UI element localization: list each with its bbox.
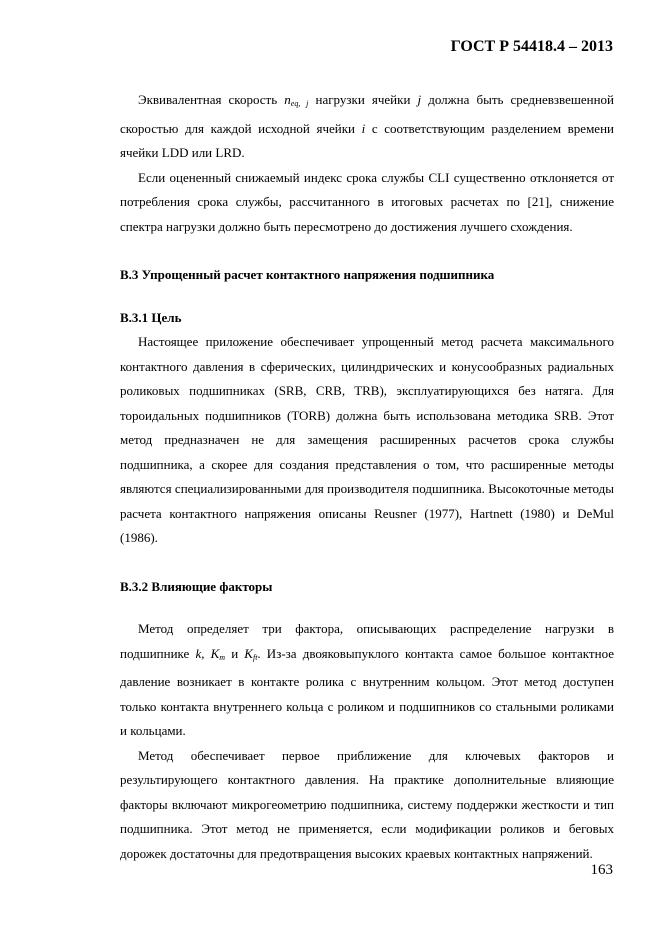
symbol-K-ft xyxy=(244,646,257,661)
symbol-main: n xyxy=(284,92,291,107)
paragraph-three-factors xyxy=(120,617,614,744)
paragraph-first-approximation: Метод обеспечивает первое приближение для ключевых факторов и результирующего контактного давления. На практике дополнительные влияющие факторы включают микрогеометрию подшипника, систему поддержки жесткости и тип подшипника. Этот метод не применяется, если модификации роликов и беговых дорожек достаточны для предотвращения высоких краевых контактных напряжений. xyxy=(120,747,614,861)
symbol-subscript: m xyxy=(219,652,226,662)
text-run: Метод определяет три фактора, описывающих распределение нагрузки в подшипнике xyxy=(120,621,614,661)
paragraph-equivalent-speed xyxy=(120,88,614,166)
symbol-k: k xyxy=(195,645,202,661)
page-body xyxy=(120,88,614,866)
page-number: 163 xyxy=(590,862,613,878)
symbol-main: K xyxy=(244,645,253,661)
paragraph-cli-deviation: Если оцененный снижаемый индекс срока службы CLI существенно отклоняется от потребления срока службы, рассчитанного в итоговых расчетах по [21], снижение спектра нагрузки должно быть пересмотрено до достижения лучшего схождения. xyxy=(120,169,614,234)
symbol-i: i xyxy=(361,120,366,136)
symbol-subscript: ft xyxy=(252,652,258,662)
symbol-j: j xyxy=(417,92,422,107)
heading-b31: B.3.1 Цель xyxy=(120,309,182,325)
symbol-main: K xyxy=(210,645,220,661)
text-run: должна быть средневзвешенной скоростью для каждой исходной ячейки xyxy=(120,92,614,136)
text-run: Эквивалентная скорость xyxy=(138,92,285,107)
symbol-n-eq xyxy=(284,92,308,107)
symbol-K-m xyxy=(211,646,225,661)
text-run: , xyxy=(201,645,211,661)
heading-b3: B.3 Упрощенный расчет контактного напряжения подшипника xyxy=(120,267,495,282)
text-run: с соответствующим разделением времени ячейки LDD или LRD. xyxy=(120,120,614,160)
heading-b32: B.3.2 Влияющие факторы xyxy=(120,578,273,594)
text-run: и xyxy=(225,645,245,661)
text-run: . Из-за двояковыпуклого контакта самое большое контактное давление возникает в контакте ролика с внутренним кольцом. Этот метод доступен только контакта внутреннего кольца с роликом и подшипников со стальными роликами и кольцами. xyxy=(120,645,614,738)
text-run: нагрузки ячейки xyxy=(308,92,418,107)
paragraph-purpose: Настоящее приложение обеспечивает упрощенный метод расчета максимального контактного давления в сферических, цилиндрических и конусообразных радиальных роликовых подшипниках (SRB, CRB, TRB), эксплуатирующихся без натяга. Для тороидальных подшипников (TORB) должна быть использована методика SRB. Этот метод предназначен не для замещения расширенных расчетов срока службы подшипника, а скорее для создания представления о том, что расширенные методы являются специализированными для производителя подшипника. Высокоточные методы расчета контактного напряжения описаны Reusner (1977), Hartnett (1980) и DeMul (1986). xyxy=(120,334,614,545)
document-header: ГОСТ Р 54418.4 – 2013 xyxy=(450,38,613,55)
symbol-subscript: eq, j xyxy=(290,99,309,108)
